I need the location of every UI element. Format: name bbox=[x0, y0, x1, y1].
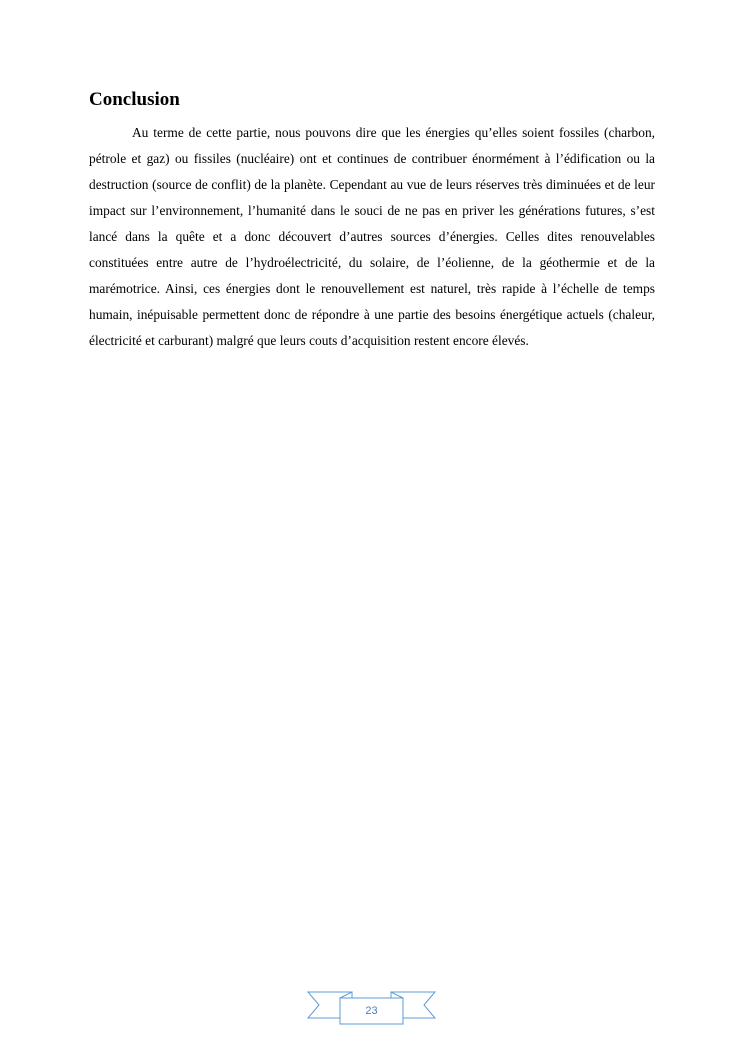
section-heading: Conclusion bbox=[89, 89, 180, 110]
page-number: 23 bbox=[365, 1005, 378, 1017]
conclusion-paragraph: Au terme de cette partie, nous pouvons dire que les énergies qu’elles soient fossiles (charbon, pétrole et gaz) ou fissiles (nucléaire) ont et continues de contribuer énormément à l’édification ou la destruction (source de conflit) de la planète. Cependant au vue de leurs réserves très diminuées et de leur impact sur l’environnement, l’humanité dans le souci de ne pas en priver les générations futures, s’est lancé dans la quête et a donc découvert d’autres sources d’énergies. Celles dites renouvelables constituées entre autre de l’hydroélectricité, du solaire, de l’éolienne, de la géothermie et de la marémotrice. Ainsi, ces énergies dont le renouvellement est naturel, très rapide à l’échelle de temps humain, inépuisable permettent donc de répondre à une partie des besoins énergétique actuels (chaleur, électricité et carburant) malgré que leurs couts d’acquisition restent encore élevés. bbox=[89, 125, 655, 348]
page-number-ribbon bbox=[306, 990, 437, 1026]
